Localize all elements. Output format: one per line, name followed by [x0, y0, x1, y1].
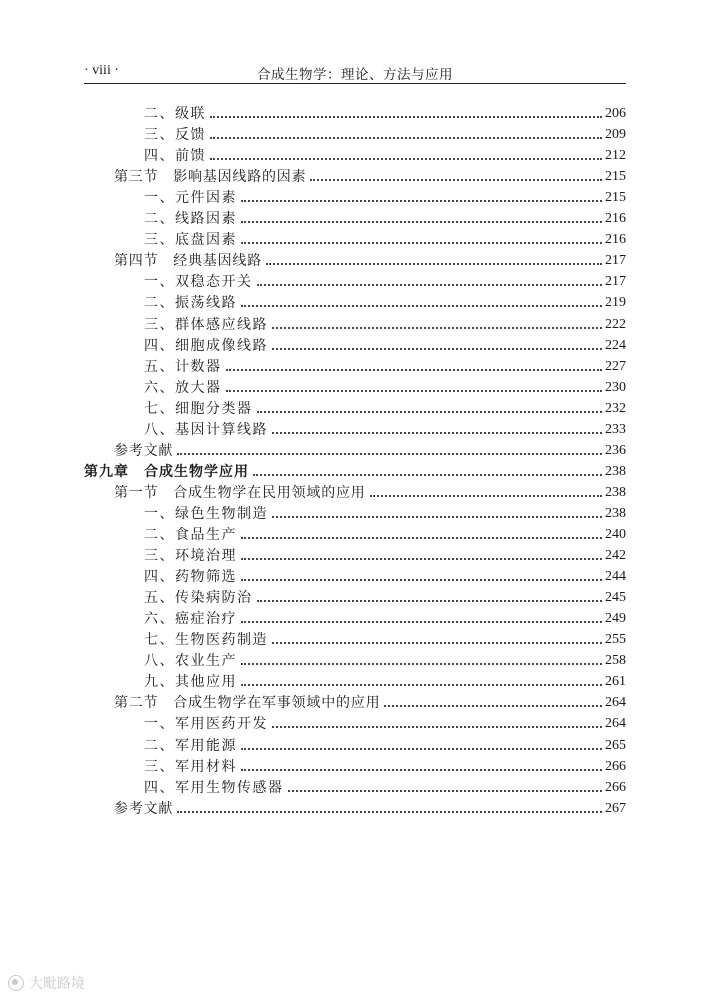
toc-entry-title: 第三节 影响基因线路的因素: [114, 169, 307, 186]
toc-entry-page: 255: [605, 632, 626, 648]
running-header: [84, 61, 626, 84]
toc-entry: [144, 396, 626, 418]
toc-entry-page: 238: [605, 484, 626, 500]
dot-leader: [241, 558, 602, 560]
toc-entry: [144, 543, 626, 565]
toc-entry-page: 264: [605, 695, 626, 711]
toc-entry: [114, 438, 626, 460]
toc-entry: [144, 269, 626, 291]
toc-entry: [144, 501, 626, 523]
toc-entry-title: 三、群体感应线路: [144, 316, 268, 333]
toc-entry: [114, 164, 626, 186]
dot-leader: [272, 432, 602, 434]
toc-entry-title: 七、细胞分类器: [144, 400, 253, 417]
camera-icon: [8, 975, 24, 991]
toc-entry-page: 215: [605, 169, 626, 185]
toc-entry-page: 212: [605, 148, 626, 164]
dot-leader: [241, 537, 602, 539]
page-number: · viii ·: [84, 63, 119, 78]
dot-leader: [253, 474, 602, 476]
toc-entry-title: 六、癌症治疗: [144, 611, 237, 628]
toc-entry-title: 九、其他应用: [144, 674, 237, 691]
dot-leader: [272, 726, 602, 728]
toc-entry: [144, 417, 626, 439]
toc-entry-page: 238: [605, 463, 626, 479]
toc-entry-page: 217: [605, 253, 626, 269]
dot-leader: [272, 327, 602, 329]
toc-entry: [144, 564, 626, 586]
toc-entry-title: 一、双稳态开关: [144, 274, 253, 291]
dot-leader: [226, 369, 603, 371]
dot-leader: [266, 263, 602, 265]
toc-entry-page: 209: [605, 127, 626, 143]
toc-entry: [144, 227, 626, 249]
toc-entry: [144, 354, 626, 376]
toc-entry: [144, 733, 626, 755]
toc-entry-title: 八、基因计算线路: [144, 421, 268, 438]
dot-leader: [241, 579, 602, 581]
toc-entry-page: 265: [605, 737, 626, 753]
toc-entry-page: 264: [605, 716, 626, 732]
toc-entry: [114, 690, 626, 712]
toc-entry: [114, 796, 626, 818]
dot-leader: [384, 705, 602, 707]
toc-entry-title: 一、绿色生物制造: [144, 505, 268, 522]
dot-leader: [257, 284, 603, 286]
toc-entry-title: 第一节 合成生物学在民用领域的应用: [114, 484, 366, 501]
toc-entry-title: 六、放大器: [144, 379, 222, 396]
toc-entry-page: 233: [605, 421, 626, 437]
toc-entry-page: 240: [605, 527, 626, 542]
toc-entry-page: 222: [605, 316, 626, 332]
toc-entry-page: 227: [605, 358, 626, 374]
toc-entry-page: 232: [605, 400, 626, 416]
toc-entry: [144, 101, 626, 123]
toc-entry-page: 215: [605, 190, 626, 206]
toc-entry: [144, 606, 626, 628]
toc-entry-title: 第二节 合成生物学在军事领域中的应用: [114, 695, 381, 712]
dot-leader: [241, 621, 602, 623]
dot-leader: [272, 516, 602, 518]
toc-entry-page: 249: [605, 611, 626, 627]
toc-entry-page: 217: [605, 274, 626, 290]
toc-entry-page: 238: [605, 505, 626, 521]
toc-entry-page: 266: [605, 779, 626, 795]
toc-entry: [144, 290, 626, 312]
toc-entry-page: 242: [605, 548, 626, 564]
toc-entry: [144, 333, 626, 355]
dot-leader: [272, 348, 602, 350]
dot-leader: [241, 663, 602, 665]
toc-entry-title: 第四节 经典基因线路: [114, 253, 262, 270]
dot-leader: [370, 495, 602, 497]
toc-entry-title: 三、底盘因素: [144, 232, 237, 249]
dot-leader: [241, 769, 602, 771]
toc-entry-page: 216: [605, 232, 626, 248]
toc-entry-page: 266: [605, 758, 626, 774]
toc-entry: [144, 775, 626, 797]
toc-entry: [144, 585, 626, 607]
toc-entry: [144, 312, 626, 334]
toc-entry-page: 258: [605, 653, 626, 669]
watermark-text: 大毗路境: [29, 976, 85, 992]
dot-leader: [210, 116, 602, 118]
dot-leader: [241, 305, 602, 307]
toc-entry-page: 224: [605, 337, 626, 353]
toc-entry: [84, 459, 626, 481]
toc-entry: [144, 754, 626, 776]
toc-entry-page: 230: [605, 379, 626, 395]
toc-entry-title: 二、级联: [144, 106, 206, 122]
dot-leader: [177, 453, 602, 455]
toc-entry: [144, 522, 626, 544]
toc-entry-page: 219: [605, 295, 626, 311]
toc-entry-title: 四、药物筛选: [144, 569, 237, 586]
dot-leader: [241, 221, 602, 223]
toc-entry-title: 五、计数器: [144, 358, 222, 375]
watermark: [8, 973, 85, 993]
toc-entry-title: 七、生物医药制造: [144, 632, 268, 649]
toc-entry: [144, 627, 626, 649]
toc-entry-page: 245: [605, 590, 626, 606]
toc-entry: [144, 206, 626, 228]
toc-entry-title: 三、军用材料: [144, 758, 237, 775]
toc-entry-title: 四、前馈: [144, 148, 206, 165]
toc-entry-page: 236: [605, 442, 626, 458]
toc-entry-page: 206: [605, 106, 626, 121]
toc-entry: [114, 248, 626, 270]
toc-entry-page: 267: [605, 800, 626, 816]
toc-entry-title: 一、军用医药开发: [144, 716, 268, 733]
toc-entry-title: 三、反馈: [144, 127, 206, 144]
dot-leader: [177, 811, 602, 813]
toc-entry-title: 二、线路因素: [144, 211, 237, 228]
toc-entry-page: 261: [605, 674, 626, 690]
toc-entry-title: 参考文献: [114, 442, 174, 459]
toc-entry-title: 二、食品生产: [144, 527, 237, 543]
book-title: 合成生物学：理论、方法与应用: [257, 67, 453, 83]
dot-leader: [257, 600, 603, 602]
dot-leader: [288, 790, 603, 792]
toc-entry-title: 第九章 合成生物学应用: [84, 463, 249, 480]
toc-entry-title: 五、传染病防治: [144, 590, 253, 607]
dot-leader: [310, 179, 602, 181]
toc-entry-title: 八、农业生产: [144, 653, 237, 670]
toc-entry: [114, 480, 626, 502]
dot-leader: [241, 200, 602, 202]
dot-leader: [210, 158, 602, 160]
dot-leader: [241, 242, 602, 244]
toc-entry: [144, 669, 626, 691]
toc-entry: [144, 185, 626, 207]
toc-entry: [144, 122, 626, 144]
toc-entry: [144, 143, 626, 165]
toc-entry-page: 216: [605, 211, 626, 227]
dot-leader: [241, 748, 602, 750]
toc-entry-title: 二、军用能源: [144, 737, 237, 754]
toc-entry-title: 四、细胞成像线路: [144, 337, 268, 354]
toc-entry-title: 参考文献: [114, 800, 174, 817]
toc-entry: [144, 648, 626, 670]
toc-entry: [144, 711, 626, 733]
dot-leader: [257, 411, 603, 413]
toc-entry-title: 四、军用生物传感器: [144, 779, 284, 796]
dot-leader: [241, 684, 602, 686]
toc-entry-title: 三、环境治理: [144, 548, 237, 565]
toc-entry-title: 一、元件因素: [144, 190, 237, 207]
dot-leader: [210, 137, 602, 139]
dot-leader: [226, 390, 603, 392]
toc-entry-page: 244: [605, 569, 626, 585]
toc-entry-title: 二、振荡线路: [144, 295, 237, 312]
dot-leader: [272, 642, 602, 644]
toc-entry: [144, 375, 626, 397]
